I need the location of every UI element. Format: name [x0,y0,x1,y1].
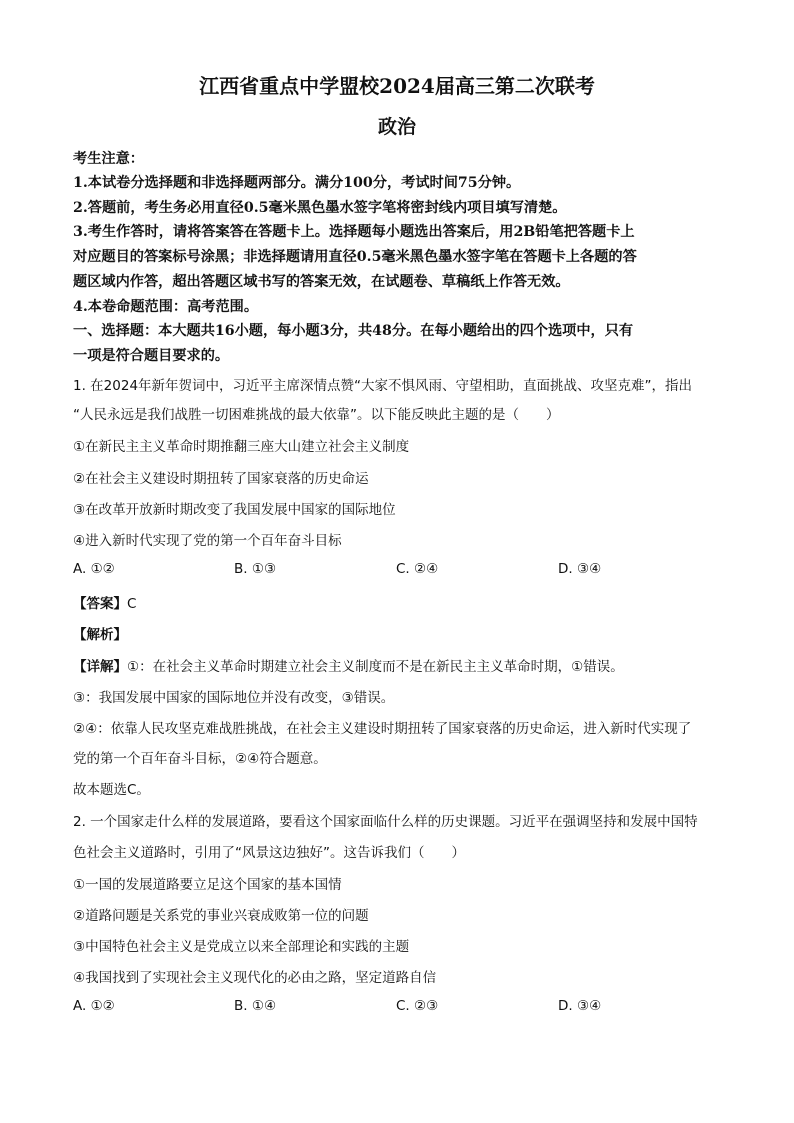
notice-item: 2.答题前，考生务必用直径0.5毫米黑色墨水签字笔将密封线内项目填写清楚。 [73,200,567,216]
q1-option-d: D. ③④ [558,561,602,577]
subject-title: 政治 [377,116,416,138]
q1-analysis-label: 【解析】 [73,627,127,643]
q1-statement: ③在改革开放新时期改变了我国发展中国家的国际地位 [73,502,396,518]
notice-item: 对应题目的答案标号涂黑；非选择题请用直径0.5毫米黑色墨水签字笔在答题卡上各题的答 [73,249,637,265]
q1-answer [73,592,733,612]
q2-statement: ④我国找到了实现社会主义现代化的必由之路，坚定道路自信 [73,970,437,986]
notice-heading: 考生注意： [73,151,144,167]
q1-detail [73,655,733,675]
q2-option-d: D. ③④ [558,998,602,1014]
q1-detail-line: ②④：依靠人民攻坚克难战胜挑战，在社会主义建设时期扭转了国家衰落的历史命运，进入新时代实现了 [73,721,692,737]
section-heading-cont: 一项是符合题目要求的。 [73,348,230,364]
q2-option-c: C. ②③ [396,998,439,1014]
q2-option-a: A. ①② [73,998,115,1014]
q1-conclusion: 故本题选C。 [73,782,150,798]
q1-detail-line: ③：我国发展中国家的国际地位并没有改变，③错误。 [73,690,395,706]
q1-statement: ①在新民主主义革命时期推翻三座大山建立社会主义制度 [73,439,410,455]
q1-stem-cont: “人民永远是我们战胜一切困难挑战的最大依靠”。以下能反映此主题的是（ ） [73,407,560,423]
q2-statement: ②道路问题是关系党的事业兴衰成败第一位的问题 [73,908,369,924]
q1-detail-line: 党的第一个百年奋斗目标，②④符合题意。 [73,751,327,767]
page-title: 江西省重点中学盟校2024届高三第二次联考 [199,74,595,98]
q2-statement: ③中国特色社会主义是党成立以来全部理论和实践的主题 [73,939,410,955]
notice-item: 4.本卷命题范围：高考范围。 [73,299,259,315]
answer-label: 【答案】 [73,596,127,612]
q1-statement: ②在社会主义建设时期扭转了国家衰落的历史命运 [73,471,369,487]
notice-item: 3.考生作答时，请将答案答在答题卡上。选择题每小题选出答案后，用2B铅笔把答题卡上 [73,224,635,240]
notice-item: 1.本试卷分选择题和非选择题两部分。满分100分，考试时间75分钟。 [73,175,521,191]
notice-item: 题区域内作答，超出答题区域书写的答案无效，在试题卷、草稿纸上作答无效。 [73,274,570,290]
q2-option-b: B. ①④ [234,998,277,1014]
q1-option-a: A. ①② [73,561,115,577]
answer-value: C [127,596,137,612]
q2-stem-cont: 色社会主义道路时，引用了“风景这边独好”。这告诉我们（ ） [73,845,465,861]
q2-statement: ①一国的发展道路要立足这个国家的基本国情 [73,877,342,893]
q1-statement: ④进入新时代实现了党的第一个百年奋斗目标 [73,533,342,549]
detail-label: 【详解】 [73,659,127,675]
q2-stem: 2. 一个国家走什么样的发展道路，要看这个国家面临什么样的历史课题。习近平在强调坚持和发展中国特 [73,814,698,830]
detail-text: ①：在社会主义革命时期建立社会主义制度而不是在新民主主义革命时期，①错误。 [127,659,624,675]
q1-stem: 1. 在2024年新年贺词中，习近平主席深情点赞“大家不惧风雨、守望相助，直面挑战、攻坚克难”，指出 [73,378,693,394]
q1-option-c: C. ②④ [396,561,439,577]
q1-option-b: B. ①③ [234,561,277,577]
section-heading: 一、选择题：本大题共16小题，每小题3分，共48分。在每小题给出的四个选项中，只有 [73,323,634,339]
